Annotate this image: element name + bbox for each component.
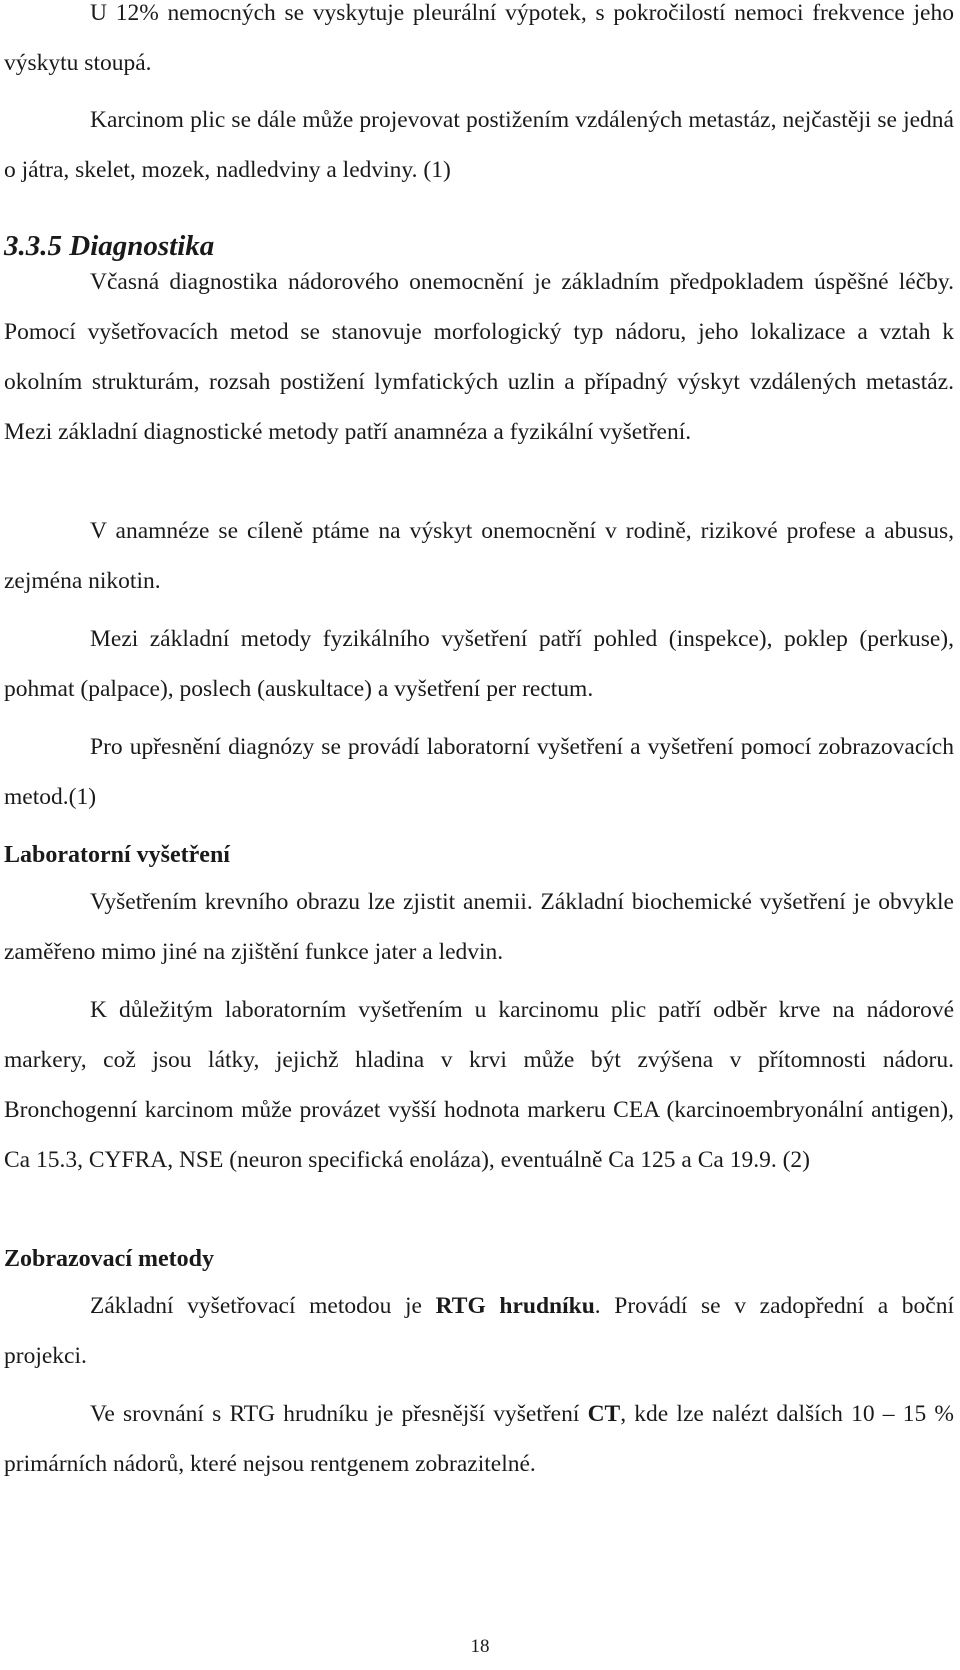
- paragraph-physical-exam: Mezi základní metody fyzikálního vyšetření patří pohled (inspekce), poklep (perkuse), pohmat (palpace), poslech (auskultace) a vyšetření per rectum.: [4, 626, 954, 702]
- subheading-laboratory: Laboratorní vyšetření: [4, 842, 230, 868]
- paragraph-diagnosis-refinement: Pro upřesnění diagnózy se provádí laboratorní vyšetření a vyšetření pomocí zobrazovacích metod.(1): [4, 734, 954, 810]
- chest-xray-emphasis: RTG hrudníku: [435, 1293, 595, 1319]
- paragraph-tumor-markers: K důležitým laboratorním vyšetřením u karcinomu plic patří odběr krve na nádorové markery, což jsou látky, jejichž hladina v krvi může být zvýšena v přítomnosti nádoru. Bronchogenní karcinom může provázet vyšší hodnota markeru CEA (karcinoembryonální antigen), Ca 15.3, CYFRA, NSE (neuron specifická enoláza), eventuálně Ca 125 a Ca 19.9. (2): [4, 997, 954, 1173]
- chest-xray-text-end: . Provádí se v zadopřední a boční projekci.: [4, 1293, 954, 1369]
- paragraph-blood-count: Vyšetřením krevního obrazu lze zjistit anemii. Základní biochemické vyšetření je obvykle zaměřeno mimo jiné na zjištění funkce jater a ledvin.: [4, 889, 954, 965]
- ct-emphasis: CT: [587, 1401, 621, 1427]
- paragraph-early-diagnosis: Včasná diagnostika nádorového onemocnění je základním předpokladem úspěšné léčby. Pomocí vyšetřovacích metod se stanovuje morfologický typ nádoru, jeho lokalizace a vztah k okolním strukturám, rozsah postižení lymfatických uzlin a případný výskyt vzdálených metastáz. Mezi základní diagnostické metody patří anamnéza a fyzikální vyšetření.: [4, 269, 954, 445]
- paragraph-anamnesis: V anamnéze se cíleně ptáme na výskyt onemocnění v rodině, rizikové profese a abusus, zejména nikotin.: [4, 518, 954, 594]
- paragraph-pleural-effusion: U 12% nemocných se vyskytuje pleurální výpotek, s pokročilostí nemoci frekvence jeho výskytu stoupá.: [4, 0, 954, 76]
- ct-text-start: Ve srovnání s RTG hrudníku je přesnější vyšetření: [90, 1401, 588, 1427]
- paragraph-chest-xray: [4, 1281, 954, 1381]
- section-title: 3.3.5 Diagnostika: [4, 230, 215, 262]
- paragraph-metastases: Karcinom plic se dále může projevovat postižením vzdálených metastáz, nejčastěji se jedná o játra, skelet, mozek, nadledviny a ledviny. (1): [4, 107, 954, 183]
- ct-text-end: , kde lze nalézt dalších 10 – 15 % primárních nádorů, které nejsou rentgenem zobrazitelné.: [4, 1401, 955, 1477]
- page-number: 18: [470, 1636, 490, 1657]
- chest-xray-text-start: Základní vyšetřovací metodou je: [90, 1293, 436, 1319]
- subheading-imaging: Zobrazovací metody: [4, 1246, 214, 1272]
- paragraph-ct: [4, 1389, 954, 1489]
